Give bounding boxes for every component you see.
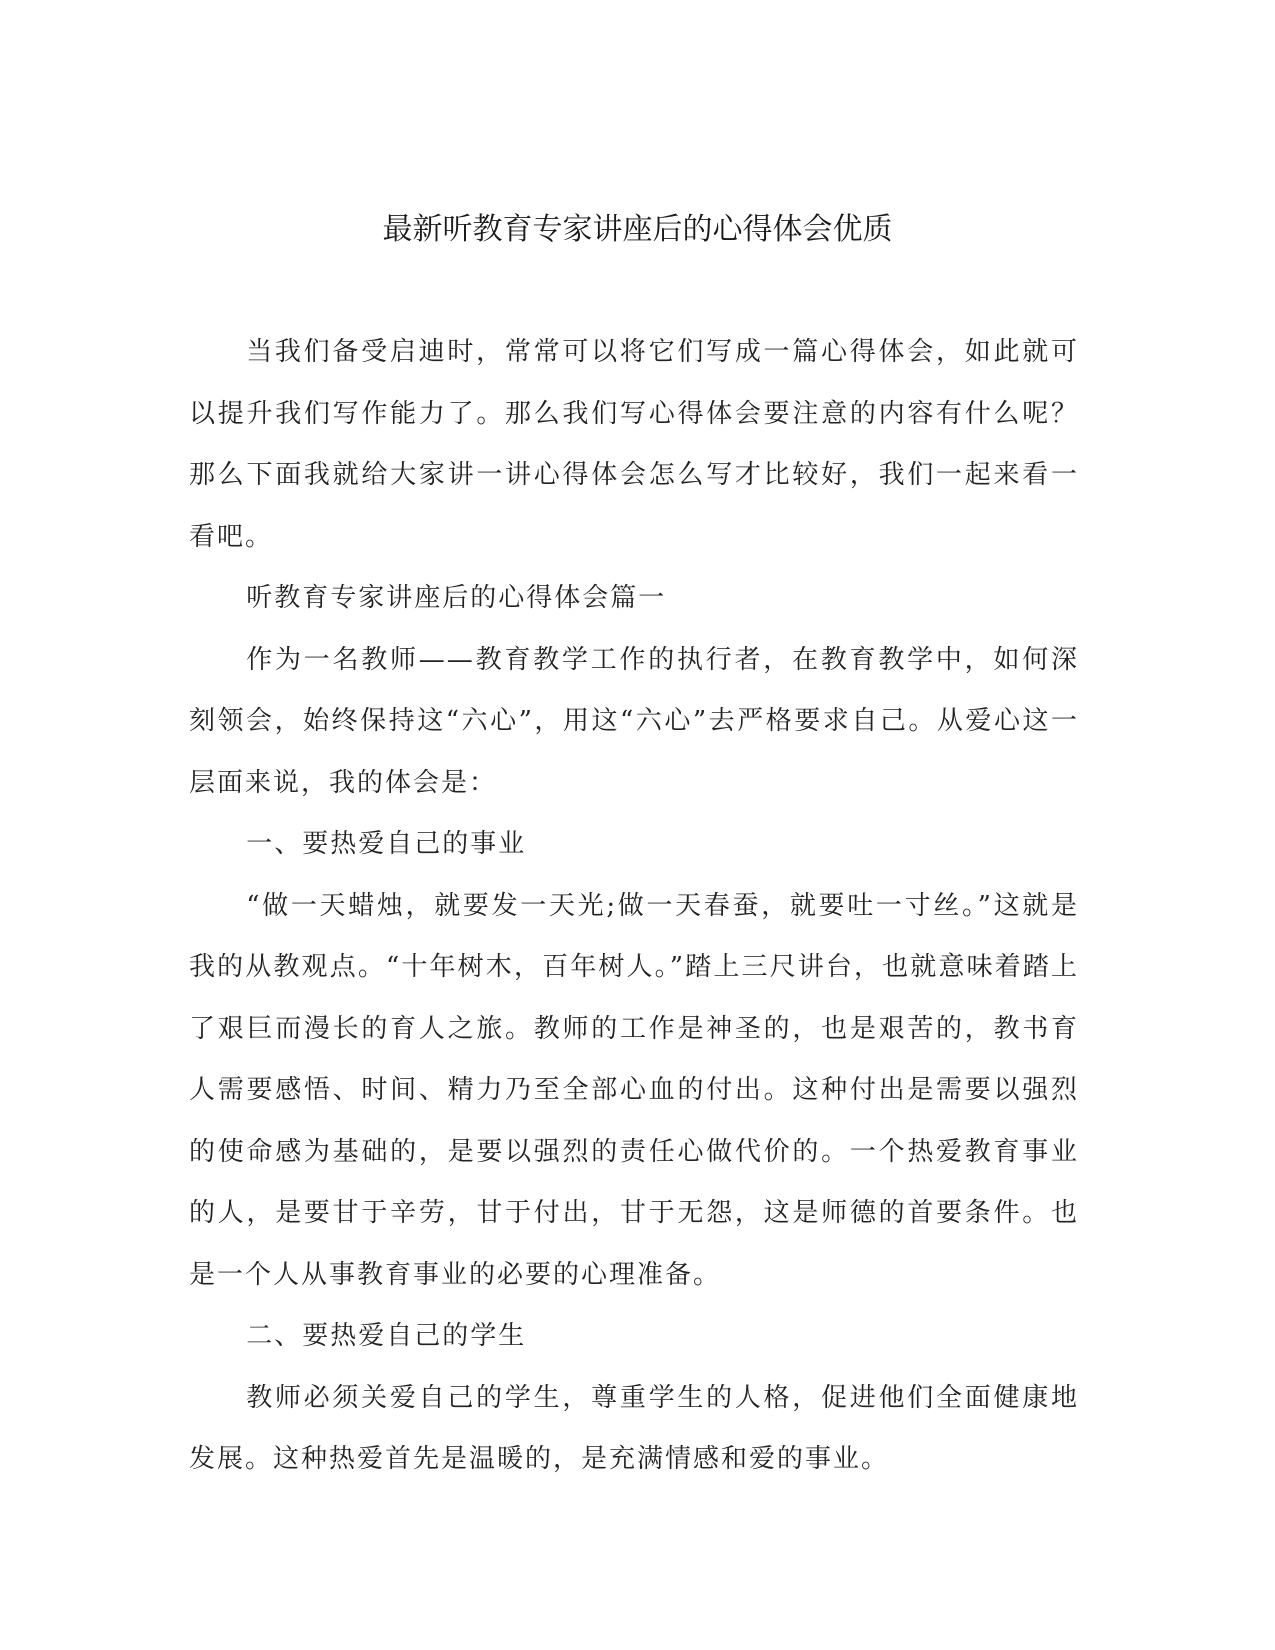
document-body: [189, 322, 1079, 1491]
body-paragraph: “做一天蜡烛，就要发一天光;做一天春蚕，就要吐一寸丝。”这就是我的从教观点。“十年树木，百年树人。”踏上三尺讲台，也就意味着踏上了艰巨而漫长的育人之旅。教师的工作是神圣的，也是艰苦的，教书育人需要感悟、时间、精力乃至全部心血的付出。这种付出是需要以强烈的使命感为基础的，是要以强烈的责任心做代价的。一个热爱教育事业的人，是要甘于辛劳，甘于付出，甘于无怨，这是师德的首要条件。也是一个人从事教育事业的必要的心理准备。: [189, 890, 1079, 1290]
document-title: 最新听教育专家讲座后的心得体会优质: [382, 212, 893, 247]
subheading-2: 二、要热爱自己的学生: [246, 1321, 527, 1351]
body-paragraph: 教师必须关爱自己的学生，尊重学生的人格，促进他们全面健康地发展。这种热爱首先是温暖的，是充满情感和爱的事业。: [189, 1382, 1079, 1474]
body-paragraph: 作为一名教师——教育教学工作的执行者，在教育教学中，如何深刻领会，始终保持这“六心”，用这“六心”去严格要求自己。从爱心这一层面来说，我的体会是：: [189, 644, 1079, 798]
section-heading: 听教育专家讲座后的心得体会篇一: [246, 583, 667, 613]
intro-paragraph: 当我们备受启迪时，常常可以将它们写成一篇心得体会，如此就可以提升我们写作能力了。那么我们写心得体会要注意的内容有什么呢？那么下面我就给大家讲一讲心得体会怎么写才比较好，我们一起来看一看吧。: [189, 337, 1079, 552]
subheading-1: 一、要热爱自己的事业: [246, 829, 527, 859]
